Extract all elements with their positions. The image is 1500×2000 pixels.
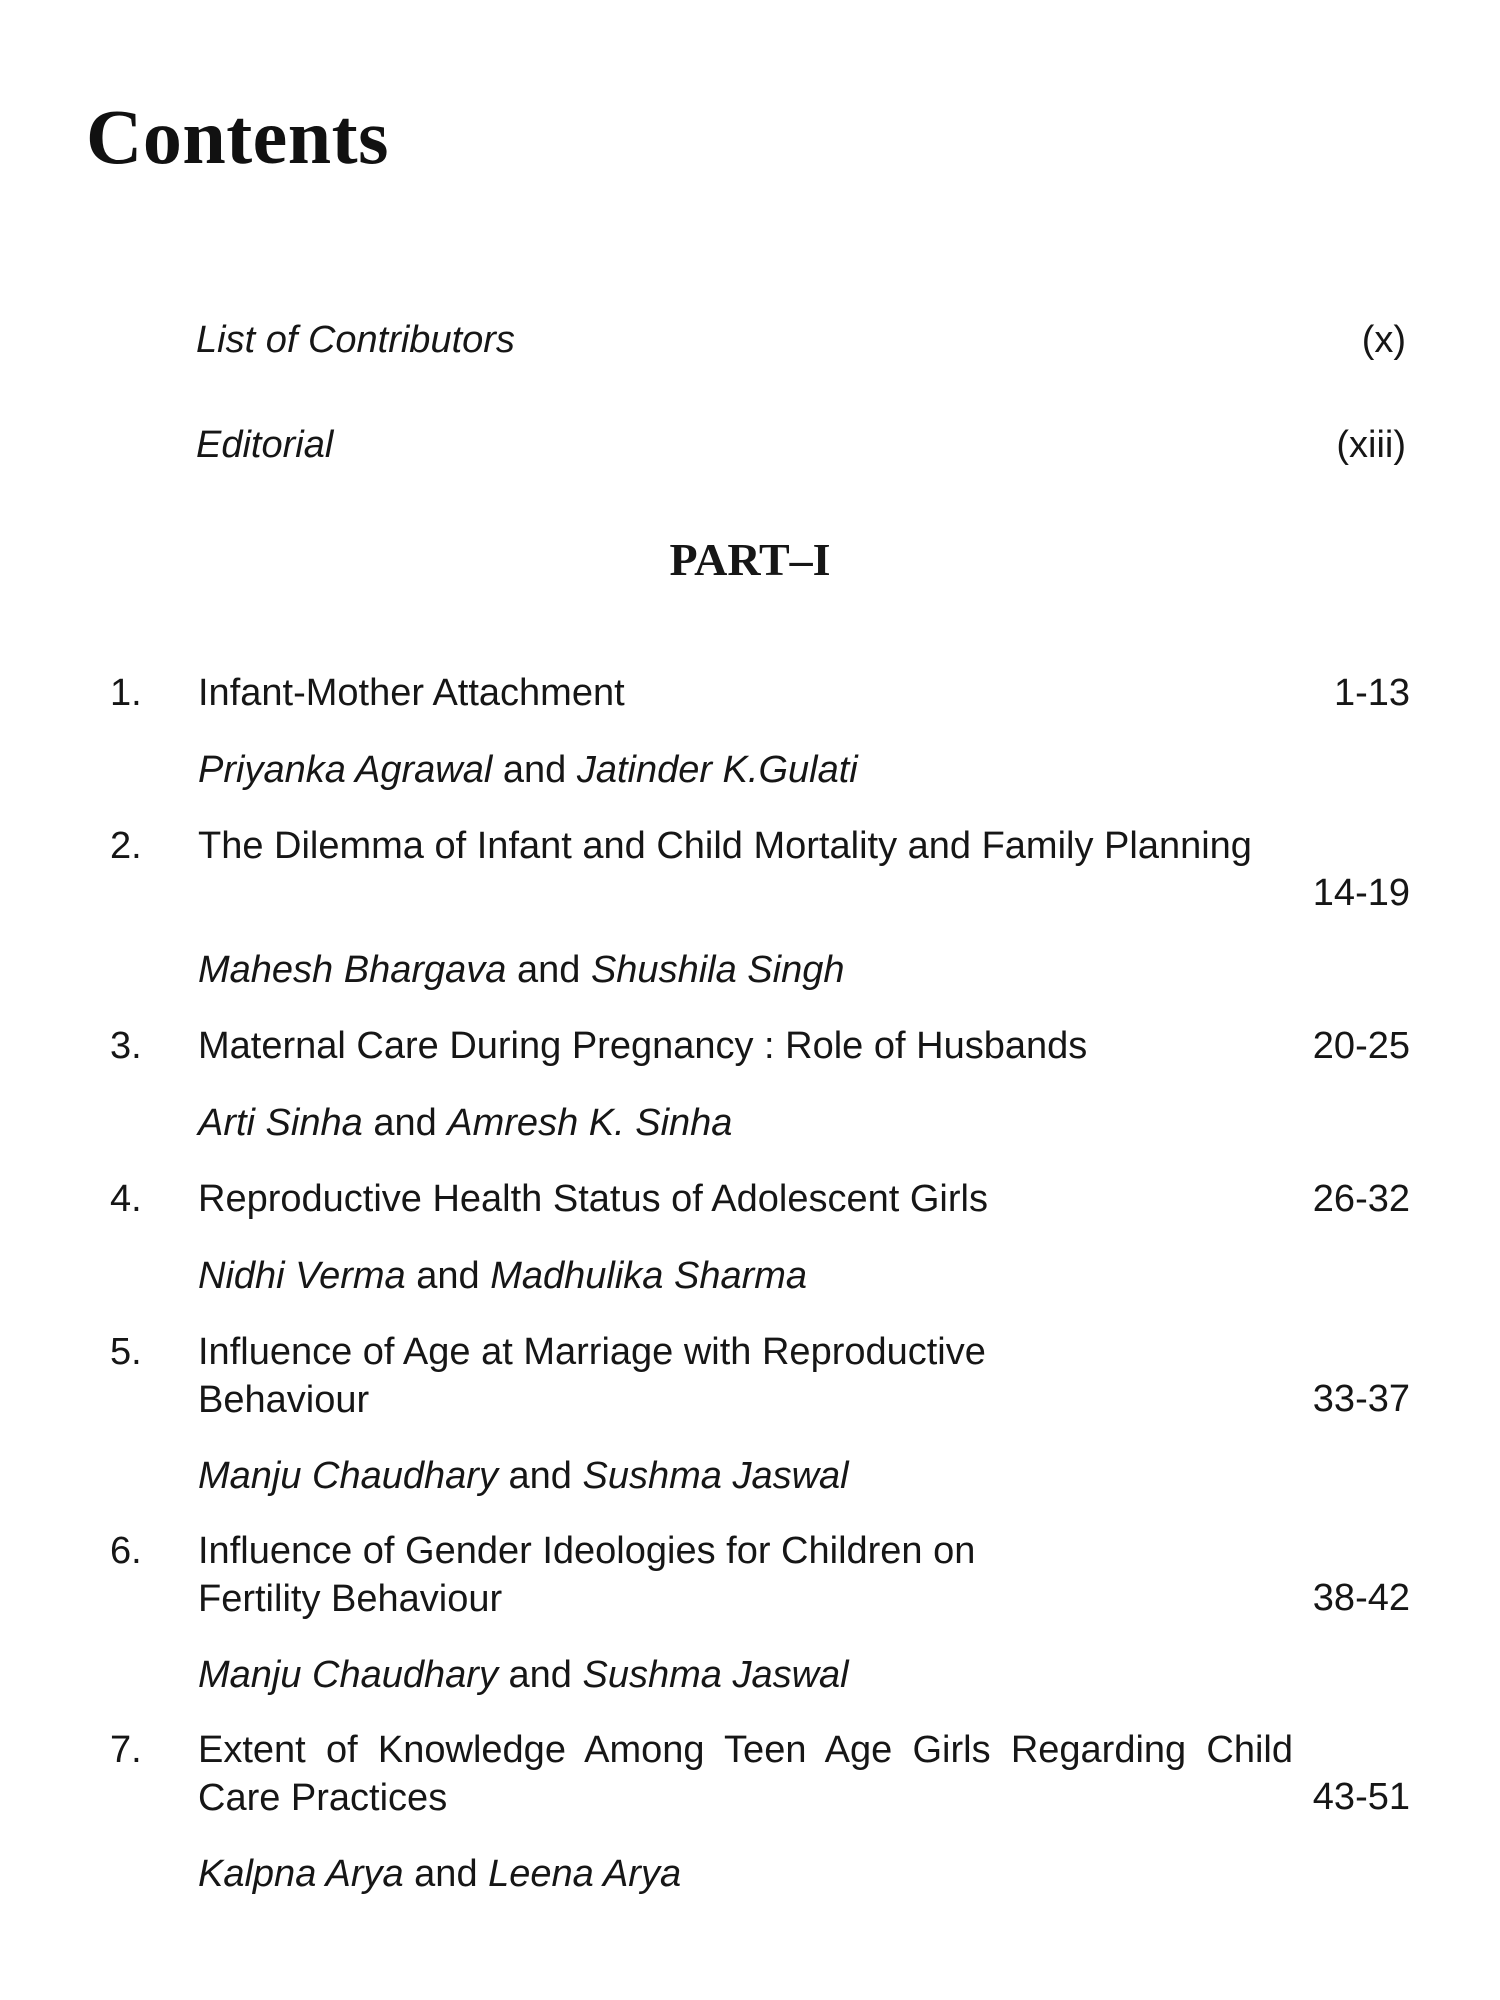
- entry-title: Infant-Mother Attachment: [198, 672, 625, 714]
- author-conjunction: and: [502, 749, 567, 791]
- entry-authors: [198, 1850, 1298, 1898]
- entry-pages: 20-25: [1312, 1025, 1410, 1067]
- entry-title: Influence of Gender Ideologies for Children on Fertility Behaviour: [198, 1530, 976, 1620]
- author-name: Manju Chaudhary: [198, 1455, 498, 1497]
- front-matter-label: List of Contributors: [196, 319, 515, 361]
- entry-title: Extent of Knowledge Among Teen Age Girls Regarding Child Care Practices: [198, 1729, 1293, 1819]
- entry-authors: [198, 1099, 1298, 1147]
- author-conjunction: and: [508, 1455, 572, 1497]
- entry-pages: 26-32: [1312, 1178, 1410, 1220]
- entry-title: Maternal Care During Pregnancy : Role of Husbands: [198, 1025, 1088, 1067]
- author-conjunction: and: [508, 1654, 572, 1696]
- entry-pages: 1-13: [1333, 672, 1410, 714]
- author-name: Priyanka Agrawal: [198, 749, 493, 791]
- author-name: Manju Chaudhary: [198, 1654, 498, 1696]
- page-title: Contents: [86, 93, 390, 180]
- entry-authors: [198, 1651, 1298, 1699]
- entry-number: 4.: [110, 1178, 142, 1220]
- author-name: Mahesh Bhargava: [198, 949, 507, 991]
- front-matter-label: Editorial: [196, 424, 334, 466]
- entry-pages: 14-19: [1312, 872, 1410, 914]
- entry-pages: 38-42: [1312, 1577, 1410, 1619]
- author-name: Nidhi Verma: [198, 1255, 406, 1297]
- part-heading: [0, 532, 1500, 588]
- author-name: Jatinder K.Gulati: [576, 749, 858, 791]
- entry-authors: [198, 1252, 1298, 1300]
- author-conjunction: and: [414, 1853, 478, 1895]
- author-name: Sushma Jaswal: [582, 1654, 849, 1696]
- front-matter-pages: (x): [1361, 319, 1406, 361]
- entry-title: Reproductive Health Status of Adolescent Girls: [198, 1178, 988, 1220]
- entry-number: 2.: [110, 825, 142, 867]
- author-name: Madhulika Sharma: [490, 1255, 808, 1297]
- front-matter-pages: (xiii): [1336, 424, 1406, 466]
- author-conjunction: and: [373, 1102, 437, 1144]
- author-name: Sushma Jaswal: [582, 1455, 849, 1497]
- author-name: Arti Sinha: [198, 1102, 363, 1144]
- author-name: Amresh K. Sinha: [447, 1102, 733, 1144]
- entry-number: 3.: [110, 1025, 142, 1067]
- entry-number: 5.: [110, 1331, 142, 1373]
- entry-title: The Dilemma of Infant and Child Mortality and Family Planning: [198, 825, 1252, 867]
- part-heading-text: PART–I: [669, 534, 831, 585]
- entry-number: 7.: [110, 1729, 142, 1771]
- entry-authors: [198, 746, 1298, 794]
- entry-number: 6.: [110, 1530, 142, 1572]
- author-name: Leena Arya: [488, 1853, 682, 1895]
- author-conjunction: and: [516, 949, 581, 991]
- entry-title: Influence of Age at Marriage with Reproductive Behaviour: [198, 1331, 986, 1421]
- entry-authors: [198, 946, 1298, 994]
- entry-number: 1.: [110, 672, 142, 714]
- author-conjunction: and: [416, 1255, 480, 1297]
- entry-pages: 33-37: [1312, 1378, 1410, 1420]
- author-name: Shushila Singh: [590, 949, 845, 991]
- author-name: Kalpna Arya: [198, 1853, 404, 1895]
- entry-pages: 43-51: [1312, 1776, 1410, 1818]
- entry-authors: [198, 1452, 1298, 1500]
